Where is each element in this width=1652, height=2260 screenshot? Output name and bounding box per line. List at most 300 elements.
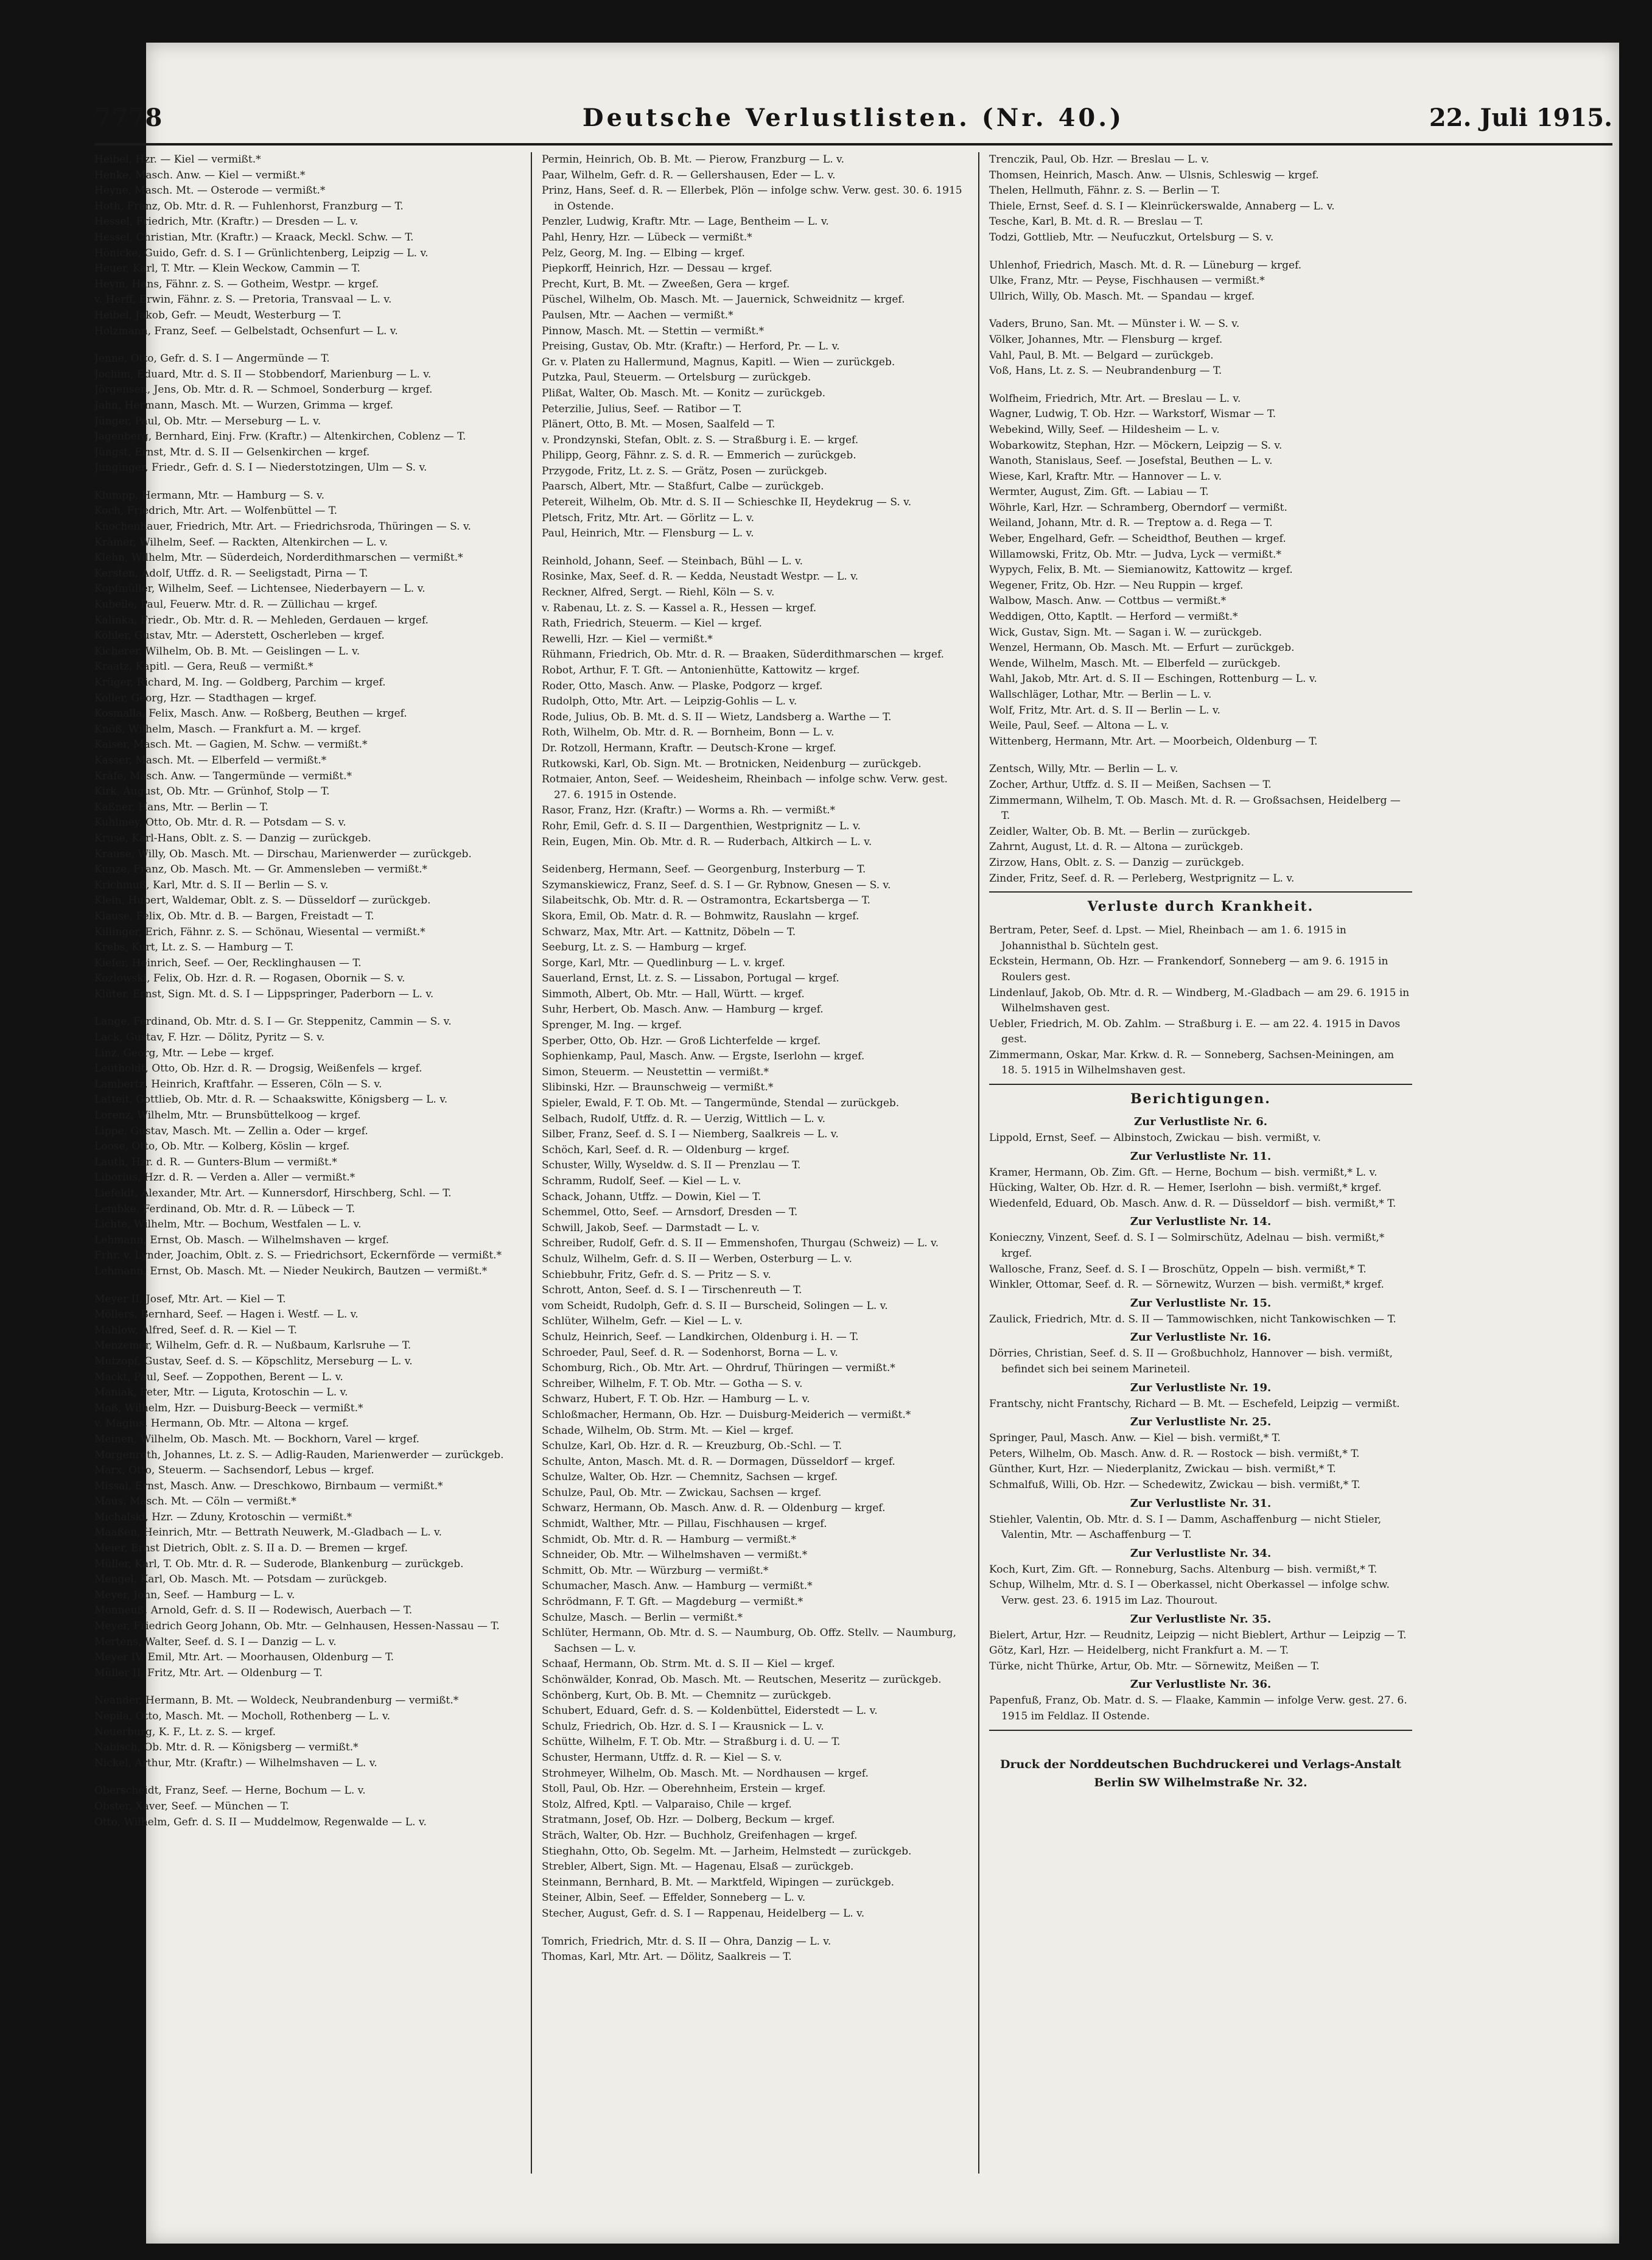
casualty-entry: Wiese, Karl, Kraftr. Mtr. — Hannover — L. v. [989, 470, 1222, 483]
casualty-entry: Obster, Xaver, Seef. — München — T. [94, 1800, 289, 1813]
page-header [94, 104, 1612, 140]
casualty-entry: Vaders, Bruno, San. Mt. — Münster i. W. — S. v. [989, 318, 1240, 331]
casualty-entry: Neuerburg, K. F., Lt. z. S. — krgef. [94, 1725, 276, 1738]
casualty-entry: Nabisch, Ob. Mtr. d. R. — Königsberg — vermißt.* [94, 1741, 359, 1754]
correction-list-heading: Zur Verlustliste Nr. 15. [1130, 1296, 1272, 1310]
casualty-entry: Skora, Emil, Ob. Matr. d. R. — Bohmwitz, Rauslahn — krgef. [542, 910, 859, 922]
correction-entry: Schup, Wilhelm, Mtr. d. S. I — Oberkassel, nicht Oberkassel — infolge schw. Verw. gest. 23. 6. 1915 im Laz. Thourout. [989, 1579, 1390, 1607]
correction-list-heading: Zur Verlustliste Nr. 6. [1133, 1115, 1268, 1129]
correction-entry: Springer, Paul, Masch. Anw. — Kiel — bish. vermißt,* T. [989, 1432, 1281, 1445]
illness-list [989, 923, 1412, 1079]
casualty-entry: Simmoth, Albert, Ob. Mtr. — Hall, Württ. — krgef. [542, 988, 805, 1000]
casualty-entry: Knöß, Wilhelm, Masch. — Frankfurt a. M. — krgef. [94, 723, 362, 735]
correction-entry: Zaulick, Friedrich, Mtr. d. S. II — Tammowischken, nicht Tankowischken — T. [989, 1313, 1396, 1325]
casualty-entry: Mackt, Paul, Seef. — Zoppothen, Berent — L. v. [94, 1370, 343, 1383]
corrections-list [989, 1115, 1412, 1724]
casualty-entry: Schulz, Wilhelm, Gefr. d. S. II — Werben, Osterburg — L. v. [542, 1252, 852, 1265]
correction-list-heading: Zur Verlustliste Nr. 25. [1130, 1416, 1272, 1429]
casualty-entry: Maus, Masch. Mt. — Cöln — vermißt.* [94, 1495, 296, 1508]
casualty-entry: Möllers, Bernhard, Seef. — Hagen i. Westf. — L. v. [94, 1308, 359, 1321]
casualty-entry: Kaiser, Masch. Mt. — Gagien, M. Schw. — vermißt.* [94, 739, 368, 751]
casualty-entry: Piepkorff, Heinrich, Hzr. — Dessau — krgef. [542, 262, 772, 275]
casualty-entry: Latteit, Gottlieb, Ob. Mtr. d. R. — Schaakswitte, Königsberg — L. v. [94, 1093, 448, 1106]
casualty-entry: Rewelli, Hzr. — Kiel — vermißt.* [542, 633, 713, 645]
casualty-entry: Silabeitschk, Ob. Mtr. d. R. — Ostramontra, Eckartsberga — T. [542, 894, 870, 907]
casualty-entry: Michalski, Hzr. — Zduny, Krotoschin — vermißt.* [94, 1511, 352, 1523]
casualty-entry: Meier, Ernst Dietrich, Oblt. z. S. II a. D. — Bremen — krgef. [94, 1542, 408, 1555]
casualty-entry: Sophienkamp, Paul, Masch. Anw. — Ergste, Iserlohn — krgef. [542, 1050, 865, 1063]
entry-gap [94, 1280, 517, 1292]
correction-entry: Lippold, Ernst, Seef. — Albinstoch, Zwickau — bish. vermißt, v. [989, 1132, 1321, 1145]
entry-gap [989, 304, 1412, 317]
casualty-entry: Schubert, Eduard, Gefr. d. S. — Koldenbüttel, Eiderstedt — L. v. [542, 1705, 878, 1718]
casualty-entry: Krüger, Richard, M. Ing. — Goldberg, Parchim — krgef. [94, 676, 386, 689]
casualty-entry: v. Magius, Hermann, Ob. Mtr. — Altona — krgef. [94, 1417, 349, 1430]
casualty-entry: Moß, Wilhelm, Hzr. — Duisburg-Beeck — vermißt.* [94, 1402, 363, 1414]
casualty-entry: Kasser, Masch. Mt. — Elberfeld — vermißt.* [94, 754, 327, 767]
casualty-entry: Rasor, Franz, Hzr. (Kraftr.) — Worms a. Rh. — vermißt.* [542, 804, 836, 817]
casualty-entry: Paul, Heinrich, Mtr. — Flensburg — L. v. [542, 527, 754, 540]
section-rule [989, 1730, 1412, 1731]
casualty-entry: Maniak, Peter, Mtr. — Liguta, Krotoschin — L. v. [94, 1386, 348, 1399]
casualty-entry: Kaßner, Hans, Mtr. — Berlin — T. [94, 801, 268, 813]
casualty-entry: Köhler, Gustav, Mtr. — Aderstett, Oscherleben — krgef. [94, 630, 385, 642]
casualty-entry: Szymanskiewicz, Franz, Seef. d. S. I — Gr. Rybnow, Gnesen — S. v. [542, 879, 891, 891]
casualty-entry: Jenne, Otto, Gefr. d. S. I — Angermünde — T. [94, 353, 330, 365]
casualty-entry: Kubeile, Paul, Feuerw. Mtr. d. R. — Züllichau — krgef. [94, 598, 378, 611]
casualty-entry: Weddigen, Otto, Kaptlt. — Herford — vermißt.* [989, 611, 1238, 623]
casualty-entry: Heyne, Masch. Mt. — Osterode — vermißt.* [94, 184, 326, 197]
casualty-entry: Schlüter, Wilhelm, Gefr. — Kiel — L. v. [542, 1315, 743, 1328]
casualty-entry: Walbow, Masch. Anw. — Cottbus — vermißt.* [989, 595, 1227, 608]
casualty-entry: Meyer, Friedrich Georg Johann, Ob. Mtr. — Gelnhausen, Hessen-Nassau — T. [94, 1620, 500, 1633]
page-date: 22. Juli 1915. [1429, 104, 1612, 132]
casualty-entry: Kersten, Adolf, Utffz. d. R. — Seeligstadt, Pirna — T. [94, 567, 368, 580]
casualty-entry: Strebler, Albert, Sign. Mt. — Hagenau, Elsaß — zurückgeb. [542, 1861, 854, 1873]
casualty-entry: Meyer, John, Seef. — Hamburg — L. v. [94, 1588, 295, 1601]
column-3-entries [989, 152, 1412, 886]
casualty-entry: Lindenlauf, Jakob, Ob. Mtr. d. R. — Windberg, M.-Gladbach — am 29. 6. 1915 in Wilhelmshaven gest. [989, 986, 1410, 1015]
casualty-entry: Rohr, Emil, Gefr. d. S. II — Dargenthien, Westprignitz — L. v. [542, 819, 861, 832]
casualty-entry: Schönwälder, Konrad, Ob. Masch. Mt. — Reutschen, Meseritz — zurückgeb. [542, 1674, 942, 1686]
casualty-entry: Pahl, Henry, Hzr. — Lübeck — vermißt.* [542, 231, 752, 244]
casualty-entry: Schwarz, Max, Mtr. Art. — Kattnitz, Döbeln — T. [542, 925, 796, 938]
casualty-entry: Sauerland, Ernst, Lt. z. S. — Lissabon, Portugal — krgef. [542, 972, 839, 985]
correction-entry: Stiehler, Valentin, Ob. Mtr. d. S. I — Damm, Aschaffenburg — nicht Stieler, Valentin, Mtr. — Aschaffenburg — T. [989, 1513, 1382, 1542]
casualty-entry: Schroeder, Paul, Seef. d. R. — Sodenhorst, Borna — L. v. [542, 1346, 838, 1359]
casualty-entry: Lembke, Ferdinand, Ob. Mtr. d. R. — Lübeck — T. [94, 1202, 355, 1215]
casualty-entry: Schreiber, Rudolf, Gefr. d. S. II — Emmenshofen, Thurgau (Schweiz) — L. v. [542, 1237, 939, 1250]
casualty-entry: Putzka, Paul, Steuerm. — Ortelsburg — zurückgeb. [542, 371, 811, 384]
casualty-entry: Zinder, Fritz, Seef. d. R. — Perleberg, Westprignitz — L. v. [989, 872, 1295, 885]
casualty-entry: Schemmel, Otto, Seef. — Arnsdorf, Dresden — T. [542, 1206, 798, 1219]
casualty-entry: Kirk, August, Ob. Mtr. — Grünhof, Stolp — T. [94, 785, 330, 798]
casualty-entry: Schumacher, Masch. Anw. — Hamburg — vermißt.* [542, 1580, 813, 1593]
casualty-entry: Wypych, Felix, B. Mt. — Siemianowitz, Kattowitz — krgef. [989, 564, 1293, 577]
casualty-entry: Mahlow, Alfred, Seef. d. R. — Kiel — T. [94, 1324, 298, 1336]
casualty-entry: Liefeldt, Alexander, Mtr. Art. — Kunnersdorf, Hirschberg, Schl. — T. [94, 1187, 452, 1199]
casualty-entry: Kozlowski, Felix, Ob. Hzr. d. R. — Rogasen, Obornik — S. v. [94, 972, 405, 985]
casualty-entry: Schrödmann, F. T. Gft. — Magdeburg — vermißt.* [542, 1596, 803, 1609]
casualty-entry: Weber, Engelhard, Gefr. — Scheidthof, Beuthen — krgef. [989, 533, 1286, 546]
casualty-entry: Schönberg, Kurt, Ob. B. Mt. — Chemnitz — zurückgeb. [542, 1689, 831, 1702]
casualty-entry: Schmitt, Ob. Mtr. — Würzburg — vermißt.* [542, 1564, 769, 1577]
casualty-entry: Seidenberg, Hermann, Seef. — Georgenburg, Insterburg — T. [542, 863, 866, 876]
casualty-entry: Klehn, Wilhelm, Mtr. — Süderdeich, Norderdithmarschen — vermißt.* [94, 552, 463, 564]
casualty-entry: Kräfe, Masch. Anw. — Tangermünde — vermißt.* [94, 770, 352, 782]
casualty-entry: Kruse, Karl-Hans, Oblt. z. S. — Danzig — zurückgeb. [94, 832, 371, 844]
casualty-entry: Knochenhauer, Friedrich, Mtr. Art. — Friedrichsroda, Thüringen — S. v. [94, 521, 471, 533]
casualty-entry: Menzemer, Wilhelm, Gefr. d. R. — Nußbaum, Karlsruhe — T. [94, 1339, 411, 1352]
casualty-entry: Stecher, August, Gefr. d. S. I — Rappenau, Heidelberg — L. v. [542, 1907, 865, 1920]
casualty-entry: Meinen, Wilhelm, Ob. Masch. Mt. — Bockhorn, Varel — krgef. [94, 1433, 420, 1445]
column-2 [542, 152, 965, 2180]
casualty-entry: Schaaf, Hermann, Ob. Strm. Mt. d. S. II — Kiel — krgef. [542, 1658, 835, 1671]
corrections-heading: Berichtigungen. [1130, 1091, 1271, 1107]
casualty-entry: Pletsch, Fritz, Mtr. Art. — Görlitz — L. v. [542, 511, 754, 524]
casualty-entry: Schulze, Karl, Ob. Hzr. d. R. — Kreuzburg, Ob.-Schl. — T. [542, 1440, 842, 1453]
casualty-entry: Strohmeyer, Wilhelm, Ob. Masch. Mt. — Nordhausen — krgef. [542, 1767, 869, 1780]
casualty-entry: Przygode, Fritz, Lt. z. S. — Grätz, Posen — zurückgeb. [542, 465, 827, 477]
casualty-entry: Klumpp, Hermann, Mtr. — Hamburg — S. v. [94, 489, 325, 502]
correction-entry: Bielert, Artur, Hzr. — Reudnitz, Leipzig — nicht Bieblert, Arthur — Leipzig — T. [989, 1629, 1407, 1641]
casualty-entry: Lambertz, Heinrich, Kraftfahr. — Esseren, Cöln — S. v. [94, 1078, 382, 1090]
casualty-entry: Paar, Wilhelm, Gefr. d. R. — Gellershausen, Eder — L. v. [542, 169, 836, 181]
entry-gap [94, 1681, 517, 1693]
casualty-entry: Todzi, Gottlieb, Mtr. — Neufuczkut, Ortelsburg — S. v. [989, 231, 1274, 244]
page-number: 7778 [94, 104, 163, 132]
entry-gap [989, 246, 1412, 258]
casualty-entry: Schulze, Paul, Ob. Mtr. — Zwickau, Sachsen — krgef. [542, 1486, 822, 1499]
casualty-entry: Jagenberg, Bernhard, Einj. Frw. (Kraftr.) — Altenkirchen, Coblenz — T. [94, 430, 466, 443]
casualty-entry: Krämer, Wilhelm, Seef. — Rackten, Altenkirchen — L. v. [94, 536, 388, 549]
casualty-entry: Ullrich, Willy, Ob. Masch. Mt. — Spandau — krgef. [989, 290, 1255, 303]
casualty-entry: Spieler, Ewald, F. T. Ob. Mt. — Tangermünde, Stendal — zurückgeb. [542, 1097, 900, 1110]
casualty-entry: Wagner, Ludwig, T. Ob. Hzr. — Warkstorf, Wismar — T. [989, 408, 1276, 421]
casualty-entry: Schulze, Masch. — Berlin — vermißt.* [542, 1611, 743, 1624]
correction-entry: Türke, nicht Thürke, Artur, Ob. Mtr. — Sörnewitz, Meißen — T. [989, 1660, 1320, 1672]
casualty-entry: Hönicke, Guido, Gefr. d. S. I — Grünlichtenberg, Leipzig — L. v. [94, 247, 429, 259]
correction-entry: Götz, Karl, Hzr. — Heidelberg, nicht Frankfurt a. M. — T. [989, 1644, 1289, 1657]
casualty-entry: Rath, Friedrich, Steuerm. — Kiel — krgef. [542, 617, 762, 630]
casualty-entry: Schöch, Karl, Seef. d. R. — Oldenburg — krgef. [542, 1143, 790, 1156]
casualty-entry: Schulz, Heinrich, Seef. — Landkirchen, Oldenburg i. H. — T. [542, 1330, 859, 1343]
casualty-entry: Lauth, Hzr. d. R. — Gunters-Blum — vermißt.* [94, 1156, 337, 1168]
casualty-entry: Krebs, Kurt, Lt. z. S. — Hamburg — T. [94, 941, 294, 954]
casualty-entry: Kosmalla, Felix, Masch. Anw. — Roßberg, Beuthen — krgef. [94, 707, 407, 720]
casualty-entry: Rudolph, Otto, Mtr. Art. — Leipzig-Gohlis — L. v. [542, 695, 797, 708]
casualty-entry: Schuster, Hermann, Utffz. d. R. — Kiel — S. v. [542, 1751, 782, 1764]
casualty-entry: Schütte, Wilhelm, F. T. Ob. Mtr. — Straßburg i. d. U. — T. [542, 1736, 841, 1749]
casualty-entry: Uhlenhof, Friedrich, Masch. Mt. d. R. — Lüneburg — krgef. [989, 259, 1302, 272]
correction-entry: Peters, Wilhelm, Ob. Masch. Anw. d. R. — Rostock — bish. vermißt,* T. [989, 1447, 1360, 1460]
column-3 [989, 152, 1412, 2180]
correction-entry: Koch, Kurt, Zim. Gft. — Ronneburg, Sachs. Altenburg — bish. vermißt,* T. [989, 1563, 1377, 1576]
casualty-entry: Reckner, Alfred, Sergt. — Riehl, Köln — S. v. [542, 586, 775, 599]
casualty-entry: Selbach, Rudolf, Utffz. d. R. — Uerzig, Wittlich — L. v. [542, 1112, 826, 1125]
casualty-entry: Rühmann, Friedrich, Ob. Mtr. d. R. — Braaken, Süderdithmarschen — krgef. [542, 648, 945, 661]
correction-entry: Hücking, Walter, Ob. Hzr. d. R. — Hemer, Iserlohn — bish. vermißt,* krgef. [989, 1182, 1382, 1195]
casualty-entry: Suhr, Herbert, Ob. Masch. Anw. — Hamburg — krgef. [542, 1003, 824, 1016]
casualty-entry: Killinger, Erich, Fähnr. z. S. — Schönau, Wiesental — vermißt.* [94, 925, 425, 938]
casualty-entry: Bertram, Peter, Seef. d. Lpst. — Miel, Rheinbach — am 1. 6. 1915 in Johannisthal b. Süchteln gest. [989, 924, 1346, 952]
casualty-entry: Junginger, Friedr., Gefr. d. S. I — Niederstotzingen, Ulm — S. v. [94, 461, 427, 474]
casualty-entry: Weiland, Johann, Mtr. d. R. — Treptow a. d. Rega — T. [989, 517, 1273, 530]
casualty-entry: Schade, Wilhelm, Ob. Strm. Mt. — Kiel — krgef. [542, 1424, 794, 1437]
entry-gap [542, 1922, 965, 1934]
casualty-entry: Koller, Georg, Hzr. — Stadthagen — krgef. [94, 692, 317, 704]
printer-imprint [989, 1755, 1412, 1792]
casualty-entry: Wanoth, Stanislaus, Seef. — Josefstal, Beuthen — L. v. [989, 455, 1273, 468]
casualty-entry: Wöhrle, Karl, Hzr. — Schramberg, Oberndorf — vermißt. [989, 501, 1287, 514]
casualty-entry: Schrott, Anton, Seef. d. S. I — Tirschenreuth — T. [542, 1284, 802, 1297]
casualty-entry: Rosinke, Max, Seef. d. R. — Kedda, Neustadt Westpr. — L. v. [542, 570, 859, 583]
casualty-entry: Steiner, Albin, Seef. — Effelder, Sonneberg — L. v. [542, 1892, 806, 1904]
header-rule [94, 143, 1612, 146]
casualty-entry: Gr. v. Platen zu Hallermund, Magnus, Kapitl. — Wien — zurückgeb. [542, 356, 895, 368]
casualty-entry: v. Prondzynski, Stefan, Oblt. z. S. — Straßburg i. E. — krgef. [542, 433, 859, 446]
casualty-entry: Ulke, Franz, Mtr. — Peyse, Fischhausen — vermißt.* [989, 275, 1265, 287]
casualty-entry: Stieghahn, Otto, Ob. Segelm. Mt. — Jarheim, Helmstedt — zurückgeb. [542, 1845, 912, 1858]
casualty-entry: Krause, Willy, Ob. Masch. Mt. — Dirschau, Marienwerder — zurückgeb. [94, 848, 472, 860]
casualty-entry: Lippe, Gustav, Masch. Mt. — Zellin a. Oder — krgef. [94, 1125, 368, 1137]
entry-gap [94, 1771, 517, 1783]
casualty-entry: Frhr. v. Lynder, Joachim, Oblt. z. S. — Friedrichsort, Eckernförde — vermißt.* [94, 1249, 502, 1262]
casualty-entry: Lehmann, Ernst, Ob. Masch. — Wilhelmshaven — krgef. [94, 1234, 389, 1246]
casualty-entry: Müller II, Fritz, Mtr. Art. — Oldenburg — T. [94, 1666, 323, 1679]
casualty-entry: Hessel, Christian, Mtr. (Kraftr.) — Kraack, Meckl. Schw. — T. [94, 231, 414, 244]
casualty-entry: Liborius, Hzr. d. R. — Verden a. Aller — vermißt.* [94, 1171, 355, 1184]
casualty-entry: Wermter, August, Zim. Gft. — Labiau — T. [989, 486, 1209, 499]
printer-line: Druck der Norddeutschen Buchdruckerei und Verlags-Anstalt [999, 1757, 1402, 1771]
entry-gap [989, 379, 1412, 391]
section-rule [989, 891, 1412, 893]
casualty-entry: Simon, Steuerm. — Neustettin — vermißt.* [542, 1065, 769, 1078]
casualty-entry: Maaßen, Heinrich, Mtr. — Bettrath Neuwerk, M.-Gladbach — L. v. [94, 1526, 443, 1539]
casualty-entry: Oberscheidt, Franz, Seef. — Herne, Bochum — L. v. [94, 1784, 366, 1797]
casualty-entry: Holzmann, Franz, Seef. — Gelbelstadt, Ochsenfurt — L. v. [94, 325, 398, 337]
casualty-entry: Heym, Hans, Fähnr. z. S. — Gotheim, Westpr. — krgef. [94, 278, 379, 290]
casualty-entry: Thomsen, Heinrich, Masch. Anw. — Ulsnis, Schleswig — krgef. [989, 169, 1319, 181]
correction-entry: Papenfuß, Franz, Ob. Matr. d. S. — Flaake, Kammin — infolge Verw. gest. 27. 6. 1915 im Feldlaz. II Ostende. [989, 1694, 1407, 1722]
casualty-entry: Steinmann, Bernhard, B. Mt. — Marktfeld, Wipingen — zurückgeb. [542, 1876, 895, 1889]
casualty-entry: Lorenz, Wilhelm, Mtr. — Brunsbüttelkoog — krgef. [94, 1109, 361, 1122]
casualty-entry: Lichte, Wilhelm, Mtr. — Bochum, Westfalen — L. v. [94, 1218, 362, 1231]
casualty-entry: Zirzow, Hans, Oblt. z. S. — Danzig — zurückgeb. [989, 856, 1245, 869]
casualty-entry: Linz, Georg, Mtr. — Lebe — krgef. [94, 1047, 275, 1059]
casualty-entry: Schlüter, Hermann, Ob. Mtr. d. S. — Naumburg, Ob. Offz. Stellv. — Naumburg, Sachsen — L. v. [542, 1627, 956, 1655]
casualty-entry: Leutholdt, Otto, Ob. Hzr. d. R. — Drogsig, Weißenfels — krgef. [94, 1062, 422, 1075]
casualty-entry: Heuer, Karl, T. Mtr. — Klein Weckow, Cammin — T. [94, 262, 360, 275]
casualty-entry: Voß, Hans, Lt. z. S. — Neubrandenburg — T. [989, 365, 1222, 377]
casualty-entry: Schulze, Walter, Ob. Hzr. — Chemnitz, Sachsen — krgef. [542, 1471, 838, 1484]
casualty-entry: Henke, Masch. Anw. — Kiel — vermißt.* [94, 169, 306, 181]
casualty-entry: Stolz, Alfred, Kptl. — Valparaiso, Chile — krgef. [542, 1798, 792, 1811]
correction-entry: Frantschy, nicht Frantschy, Richard — B. Mt. — Eschefeld, Leipzig — vermißt. [989, 1397, 1400, 1410]
casualty-entry: Kuhlmey, Otto, Ob. Mtr. d. R. — Potsdam — S. v. [94, 816, 346, 829]
casualty-entry: Schomburg, Rich., Ob. Mtr. Art. — Ohrdruf, Thüringen — vermißt.* [542, 1362, 895, 1375]
correction-list-heading: Zur Verlustliste Nr. 14. [1130, 1215, 1272, 1229]
casualty-entry: Heibel, Hzr. — Kiel — vermißt.* [94, 153, 261, 166]
casualty-entry: Zocher, Arthur, Utffz. d. S. II — Meißen, Sachsen — T. [989, 778, 1272, 791]
casualty-entry: Sperber, Otto, Ob. Hzr. — Groß Lichterfelde — krgef. [542, 1034, 821, 1047]
casualty-entry: Webekind, Willy, Seef. — Hildesheim — L. v. [989, 423, 1220, 436]
printer-line: Berlin SW Wilhelmstraße Nr. 32. [1094, 1775, 1307, 1789]
casualty-entry: Kicherer, Wilhelm, Ob. B. Mt. — Geislingen — L. v. [94, 645, 360, 658]
casualty-entry: Hessel, Friedrich, Mtr. (Kraftr.) — Dresden — L. v. [94, 216, 359, 228]
casualty-entry: Pinnow, Masch. Mt. — Stettin — vermißt.* [542, 325, 765, 337]
casualty-entry: Rode, Julius, Ob. B. Mt. d. S. II — Wietz, Landsberg a. Warthe — T. [542, 711, 892, 723]
casualty-entry: Mutzopf, Gustav, Seef. d. S. — Köpschlitz, Merseburg — L. v. [94, 1355, 413, 1367]
casualty-entry: Zimmermann, Wilhelm, T. Ob. Masch. Mt. d. R. — Großsachsen, Heidelberg — T. [989, 794, 1401, 823]
casualty-entry: Kraatz, Kapitl. — Gera, Reuß — vermißt.* [94, 661, 313, 673]
correction-entry: Konieczny, Vinzent, Seef. d. S. I — Solmirschütz, Adelnau — bish. vermißt,* krgef. [989, 1232, 1385, 1260]
correction-entry: Wiedenfeld, Eduard, Ob. Masch. Anw. d. R. — Düsseldorf — bish. vermißt,* T. [989, 1197, 1396, 1210]
casualty-entry: Wegener, Fritz, Ob. Hzr. — Neu Ruppin — krgef. [989, 579, 1244, 592]
casualty-entry: Roder, Otto, Masch. Anw. — Plaske, Podgorz — krgef. [542, 679, 823, 692]
correction-list-heading: Zur Verlustliste Nr. 34. [1130, 1546, 1272, 1560]
page-title: Deutsche Verlustlisten. (Nr. 40.) [582, 104, 1125, 132]
correction-list-heading: Zur Verlustliste Nr. 11. [1130, 1149, 1272, 1163]
casualty-entry: Schmidt, Walther, Mtr. — Pillau, Fischhausen — krgef. [542, 1518, 827, 1531]
correction-list-heading: Zur Verlustliste Nr. 35. [1130, 1612, 1272, 1626]
casualty-entry: Kunze, Franz, Ob. Masch. Mt. — Gr. Ammensleben — vermißt.* [94, 863, 427, 876]
section-rule [989, 1084, 1412, 1085]
casualty-entry: Heibel, Jakob, Gefr. — Meudt, Westerburg — T. [94, 309, 341, 321]
correction-entry: Schmalfuß, Willi, Ob. Hzr. — Schedewitz, Zwickau — bish. vermißt,* T. [989, 1478, 1360, 1491]
casualty-entry: Schulte, Anton, Masch. Mt. d. R. — Dormagen, Düsseldorf — krgef. [542, 1455, 895, 1468]
casualty-entry: Mertens, Walter, Seef. d. S. I — Danzig — L. v. [94, 1635, 337, 1648]
casualty-entry: Zahrnt, August, Lt. d. R. — Altona — zurückgeb. [989, 841, 1244, 854]
casualty-entry: Stratmann, Josef, Ob. Hzr. — Dolberg, Beckum — krgef. [542, 1814, 835, 1827]
casualty-entry: Sorge, Karl, Mtr. — Quedlinburg — L. v. krgef. [542, 956, 785, 969]
casualty-entry: Meyer II, Josef, Mtr. Art. — Kiel — T. [94, 1293, 286, 1305]
casualty-entry: Schneider, Ob. Mtr. — Wilhelmshaven — vermißt.* [542, 1549, 808, 1562]
correction-entry: Kramer, Hermann, Ob. Zim. Gft. — Herne, Bochum — bish. vermißt,* L. v. [989, 1166, 1377, 1179]
casualty-entry: Lange, Ferdinand, Ob. Mtr. d. S. I — Gr. Steppenitz, Cammin — S. v. [94, 1016, 452, 1028]
casualty-entry: Morgenroth, Johannes, Lt. z. S. — Adlig-Rauden, Marienwerder — zurückgeb. [94, 1448, 504, 1461]
correction-entry: Wallosche, Franz, Seef. d. S. I — Broschütz, Oppeln — bish. vermißt,* T. [989, 1263, 1367, 1276]
casualty-entry: Nickel, Arthur, Mtr. (Kraftr.) — Wilhelmshaven — L. v. [94, 1756, 377, 1769]
casualty-entry: Thelen, Hellmuth, Fähnr. z. S. — Berlin — T. [989, 184, 1220, 197]
casualty-entry: Tesche, Karl, B. Mt. d. R. — Breslau — T. [989, 216, 1203, 228]
casualty-entry: Stoll, Paul, Ob. Hzr. — Oberehnheim, Erstein — krgef. [542, 1783, 826, 1795]
casualty-entry: Jochim, Eduard, Mtr. d. S. II — Stobbendorf, Marienburg — L. v. [94, 368, 432, 381]
casualty-entry: Tomrich, Friedrich, Mtr. d. S. II — Ohra, Danzig — L. v. [542, 1935, 831, 1948]
entry-gap [94, 339, 517, 351]
casualty-entry: Püschel, Wilhelm, Ob. Masch. Mt. — Jauernick, Schweidnitz — krgef. [542, 293, 905, 306]
entry-gap [542, 542, 965, 554]
casualty-entry: Schreiber, Wilhelm, F. T. Ob. Mtr. — Gotha — S. v. [542, 1377, 803, 1390]
casualty-entry: v. Rabenau, Lt. z. S. — Kassel a. R., Hessen — krgef. [542, 602, 817, 614]
casualty-entry: Petereit, Wilhelm, Ob. Mtr. d. S. II — Schieschke II, Heydekrug — S. v. [542, 496, 912, 509]
casualty-entry: Schloßmacher, Hermann, Ob. Hzr. — Duisburg-Meiderich — vermißt.* [542, 1408, 911, 1421]
casualty-entry: Wick, Gustav, Sign. Mt. — Sagan i. W. — zurückgeb. [989, 626, 1262, 639]
casualty-entry: Kalinka, Friedr., Ob. Mtr. d. R. — Mehleden, Gerdauen — krgef. [94, 614, 429, 626]
casualty-entry: Sträch, Walter, Ob. Hzr. — Buchholz, Greifenhagen — krgef. [542, 1829, 858, 1842]
casualty-entry: Pelz, Georg, M. Ing. — Elbing — krgef. [542, 247, 745, 259]
column-divider-1 [531, 152, 532, 2174]
casualty-entry: Jünger, Paul, Ob. Mtr. — Merseburg — L. v. [94, 415, 321, 427]
casualty-entry: Nepila, Otto, Masch. Mt. — Mocholl, Rothenberg — L. v. [94, 1710, 390, 1722]
casualty-entry: Reinhold, Johann, Seef. — Steinbach, Bühl — L. v. [542, 555, 803, 567]
casualty-entry: Schulz, Friedrich, Ob. Hzr. d. S. I — Krausnick — L. v. [542, 1720, 824, 1733]
casualty-entry: Meyer IV, Emil, Mtr. Art. — Moorhausen, Oldenburg — T. [94, 1651, 394, 1664]
casualty-entry: Monneuß, Arnold, Gefr. d. S. II — Rodewisch, Auerbach — T. [94, 1604, 413, 1617]
casualty-entry: vom Scheidt, Rudolph, Gefr. d. S. II — Burscheid, Solingen — L. v. [542, 1299, 888, 1312]
casualty-entry: Roth, Wilhelm, Ob. Mtr. d. R. — Bornheim, Bonn — L. v. [542, 726, 835, 739]
correction-list-heading: Zur Verlustliste Nr. 16. [1130, 1331, 1272, 1344]
casualty-entry: Jörgensen, Jens, Ob. Mtr. d. R. — Schmoel, Sonderburg — krgef. [94, 384, 433, 396]
correction-entry: Dörries, Christian, Seef. d. S. II — Großbuchholz, Hannover — bish. vermißt, befindet sich bei seinem Marineteil. [989, 1347, 1393, 1375]
casualty-entry: Dr. Rotzoll, Hermann, Kraftr. — Deutsch-Krone — krgef. [542, 742, 836, 754]
casualty-entry: Seeburg, Lt. z. S. — Hamburg — krgef. [542, 941, 747, 954]
casualty-entry: Loose, Otto, Ob. Mtr. — Kolberg, Köslin — krgef. [94, 1140, 350, 1153]
casualty-entry: Rutkowski, Karl, Ob. Sign. Mt. — Brotnicken, Neidenburg — zurückgeb. [542, 757, 922, 770]
casualty-entry: Wolf, Fritz, Mtr. Art. d. S. II — Berlin — L. v. [989, 704, 1220, 717]
casualty-entry: Lehmann, Ernst, Ob. Masch. Mt. — Nieder Neukirch, Bautzen — vermißt.* [94, 1265, 488, 1277]
entry-gap [94, 1002, 517, 1014]
casualty-entry: Klüter, Ernst, Sign. Mt. d. S. I — Lippspringer, Paderborn — L. v. [94, 988, 434, 1000]
casualty-entry: Kopfmüller, Wilhelm, Seef. — Lichtensee, Niederbayern — L. v. [94, 583, 425, 595]
correction-list-heading: Zur Verlustliste Nr. 31. [1130, 1497, 1272, 1510]
casualty-entry: v. Herff, Erwin, Fähnr. z. S. — Pretoria, Transvaal — L. v. [94, 293, 392, 306]
casualty-entry: Neander, Hermann, B. Mt. — Woldeck, Neubrandenburg — vermißt.* [94, 1694, 459, 1707]
casualty-entry: Wende, Wilhelm, Masch. Mt. — Elberfeld — zurückgeb. [989, 657, 1281, 670]
casualty-entry: Schiebbuhr, Fritz, Gefr. d. S. — Pritz — S. v. [542, 1268, 771, 1281]
casualty-entry: Völker, Johannes, Mtr. — Flensburg — krgef. [989, 333, 1223, 346]
casualty-entry: Schack, Johann, Utffz. — Dowin, Kiel — T. [542, 1190, 761, 1203]
casualty-entry: Willamowski, Fritz, Ob. Mtr. — Judva, Lyck — vermißt.* [989, 548, 1281, 561]
casualty-entry: Precht, Kurt, B. Mt. — Zweeßen, Gera — krgef. [542, 278, 790, 290]
casualty-entry: Plißat, Walter, Ob. Masch. Mt. — Konitz — zurückgeb. [542, 387, 826, 399]
casualty-entry: Thomas, Karl, Mtr. Art. — Dölitz, Saalkreis — T. [542, 1951, 792, 1963]
casualty-entry: Schramm, Rudolf, Seef. — Kiel — L. v. [542, 1175, 741, 1187]
casualty-entry: Schmidt, Ob. Mtr. d. R. — Hamburg — vermißt.* [542, 1533, 796, 1546]
casualty-entry: Marx, Otto, Steuerm. — Sachsendorf, Lebus — krgef. [94, 1464, 374, 1477]
casualty-entry: Otto, Wilhelm, Gefr. d. S. II — Muddelmow, Regenwalde — L. v. [94, 1816, 427, 1828]
casualty-entry: Zentsch, Willy, Mtr. — Berlin — L. v. [989, 763, 1178, 776]
casualty-entry: Mengel, Karl, Ob. Masch. Mt. — Potsdam — zurückgeb. [94, 1573, 387, 1586]
casualty-entry: Trenczik, Paul, Ob. Hzr. — Breslau — L. v. [989, 153, 1209, 166]
casualty-entry: Eckstein, Hermann, Ob. Hzr. — Frankendorf, Sonneberg — am 9. 6. 1915 in Roulers gest. [989, 955, 1388, 983]
casualty-entry: Wallschläger, Lothar, Mtr. — Berlin — L. v. [989, 689, 1212, 701]
casualty-entry: Robot, Arthur, F. T. Gft. — Antonienhütte, Kattowitz — krgef. [542, 664, 860, 676]
entry-gap [542, 850, 965, 862]
casualty-entry: Paarsch, Albert, Mtr. — Staßfurt, Calbe — zurückgeb. [542, 480, 824, 493]
casualty-entry: Wahl, Jakob, Mtr. Art. d. S. II — Eschingen, Rottenburg — L. v. [989, 673, 1317, 686]
casualty-entry: Paulsen, Mtr. — Aachen — vermißt.* [542, 309, 733, 321]
casualty-entry: Hoth, Franz, Ob. Mtr. d. R. — Fuhlenhorst, Franzburg — T. [94, 200, 404, 212]
casualty-entry: Uebler, Friedrich, M. Ob. Zahlm. — Straßburg i. E. — am 22. 4. 1915 in Davos gest. [989, 1017, 1401, 1046]
casualty-entry: Schwarz, Hermann, Ob. Masch. Anw. d. R. — Oldenburg — krgef. [542, 1502, 886, 1515]
correction-list-heading: Zur Verlustliste Nr. 36. [1130, 1678, 1272, 1691]
casualty-entry: Slibinski, Hzr. — Braunschweig — vermißt.* [542, 1081, 774, 1094]
illness-heading: Verluste durch Krankheit. [1087, 899, 1314, 915]
casualty-entry: Kiefer, Heinrich, Seef. — Oer, Recklinghausen — T. [94, 956, 362, 969]
casualty-entry: Müller, Karl, T. Ob. Mtr. d. R. — Suderode, Blankenburg — zurückgeb. [94, 1557, 464, 1570]
casualty-entry: Jahn, Hermann, Masch. Mt. — Wurzen, Grimma — krgef. [94, 399, 394, 412]
casualty-entry: Lack, Gustav, F. Hzr. — Dölitz, Pyritz — S. v. [94, 1031, 325, 1044]
column-divider-2 [978, 152, 979, 2174]
casualty-entry: Rein, Eugen, Min. Ob. Mtr. d. R. — Ruderbach, Altkirch — L. v. [542, 835, 872, 848]
casualty-entry: Preising, Gustav, Ob. Mtr. (Kraftr.) — Herford, Pr. — L. v. [542, 340, 840, 353]
casualty-entry: Prinz, Hans, Seef. d. R. — Ellerbek, Plön — infolge schw. Verw. gest. 30. 6. 1915 in Ostende. [542, 184, 962, 212]
casualty-entry: Wolfheim, Friedrich, Mtr. Art. — Breslau — L. v. [989, 392, 1241, 405]
casualty-entry: Krichmuß, Karl, Mtr. d. S. II — Berlin — S. v. [94, 879, 329, 891]
correction-entry: Günther, Kurt, Hzr. — Niederplanitz, Zwickau — bish. vermißt,* T. [989, 1463, 1336, 1476]
casualty-entry: Schwill, Jakob, Seef. — Darmstadt — L. v. [542, 1221, 760, 1234]
